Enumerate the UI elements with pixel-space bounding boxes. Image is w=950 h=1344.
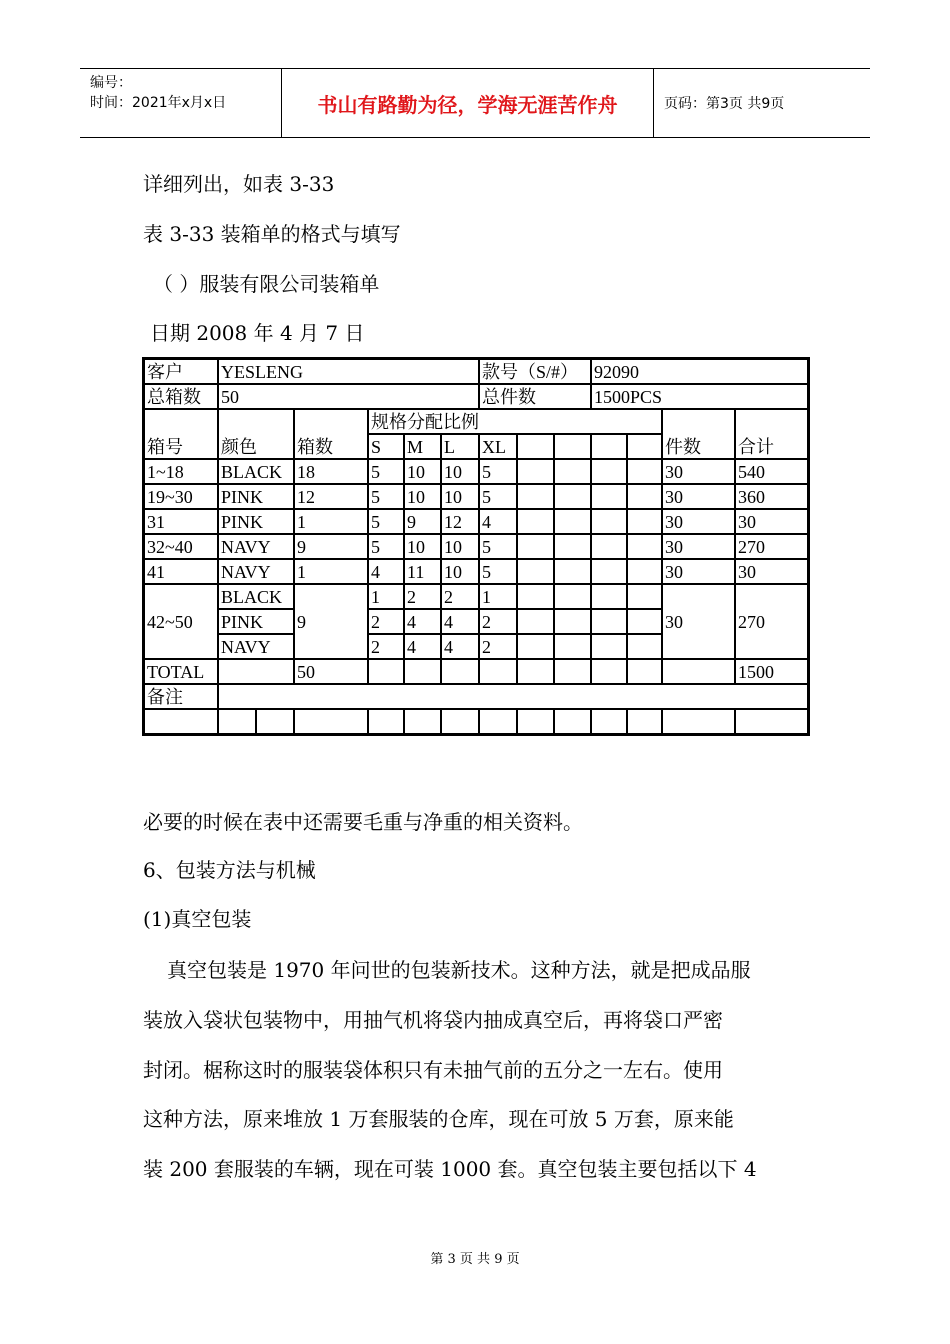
cell-total: 30: [735, 559, 808, 584]
packing-list-table: [142, 357, 810, 736]
empty-cell: [441, 709, 479, 734]
empty-cell: [554, 634, 591, 659]
empty-cell: [591, 559, 627, 584]
cell-boxes: 9: [294, 584, 368, 659]
table-caption: 表 3-33 装箱单的格式与填写: [143, 222, 401, 246]
cell-boxes: 12: [294, 484, 368, 509]
empty-cell: [517, 634, 554, 659]
cell-pieces: 30: [662, 584, 735, 659]
cell-s: 1: [368, 584, 404, 609]
empty-cell: [554, 659, 591, 684]
col-color: 颜色: [218, 409, 294, 459]
empty-cell: [627, 484, 662, 509]
cell-s: 5: [368, 509, 404, 534]
size-xl: XL: [479, 434, 517, 459]
body-paragraph: 装 200 套服装的车辆，现在可装 1000 套。真空包装主要包括以下 4: [143, 1157, 757, 1181]
cell-box: 42~50: [144, 584, 218, 659]
style-value: 92090: [591, 359, 808, 384]
col-pieces: 件数: [662, 409, 735, 459]
cell-pieces: 30: [662, 509, 735, 534]
cell-total: 30: [735, 509, 808, 534]
total-boxes-value: 50: [218, 384, 479, 409]
empty-cell: [591, 709, 627, 734]
cell-color: PINK: [218, 609, 294, 634]
cell-s: 2: [368, 634, 404, 659]
empty-cell: [368, 659, 404, 684]
cell-xl: 1: [479, 584, 517, 609]
cell-boxes: 1: [294, 559, 368, 584]
cell-xl: 2: [479, 634, 517, 659]
body-paragraph: 真空包装是 1970 年问世的包装新技术。这种方法，就是把成品服: [167, 958, 751, 982]
empty-cell: [517, 459, 554, 484]
empty-cell: [591, 534, 627, 559]
cell-m: 10: [404, 534, 441, 559]
cell-l: 10: [441, 484, 479, 509]
cell-pieces: 30: [662, 484, 735, 509]
empty-cell: [627, 634, 662, 659]
empty-cell: [662, 709, 735, 734]
col-box-no: 箱号: [144, 409, 218, 459]
blank-row: [144, 709, 808, 734]
empty-cell: [591, 459, 627, 484]
empty-cell: [517, 509, 554, 534]
empty-cell: [627, 509, 662, 534]
cell-xl: 5: [479, 459, 517, 484]
cell-xl: 4: [479, 509, 517, 534]
empty-cell: [517, 609, 554, 634]
cell-l: 12: [441, 509, 479, 534]
size-s: S: [368, 434, 404, 459]
table-row: [144, 484, 808, 509]
style-label: 款号（S/#）: [479, 359, 591, 384]
empty-cell: [627, 584, 662, 609]
empty-cell: [554, 509, 591, 534]
total-label: TOTAL: [144, 659, 218, 684]
empty-cell: [627, 659, 662, 684]
empty-cell: [517, 709, 554, 734]
empty-cell: [554, 584, 591, 609]
cell-box: 19~30: [144, 484, 218, 509]
number-label: 编号：: [90, 75, 132, 91]
page-footer: 第 3 页 共 9 页: [430, 1252, 520, 1267]
empty-cell: [517, 534, 554, 559]
header-page-label: 页码：第3页 共9页: [664, 96, 785, 112]
total-boxes: 50: [294, 659, 368, 684]
cell-boxes: 1: [294, 509, 368, 534]
cell-boxes: 18: [294, 459, 368, 484]
empty-cell: [517, 484, 554, 509]
cell-s: 2: [368, 609, 404, 634]
cell-color: NAVY: [218, 559, 294, 584]
empty-cell: [554, 434, 591, 459]
cell-l: 10: [441, 459, 479, 484]
body-paragraph: 封闭。椐称这时的服装袋体积只有未抽气前的五分之一左右。使用: [143, 1058, 723, 1082]
cell-color: BLACK: [218, 584, 294, 609]
empty-cell: [591, 609, 627, 634]
empty-cell: [627, 709, 662, 734]
empty-cell: [554, 559, 591, 584]
empty-cell: [627, 559, 662, 584]
cell-pieces: 30: [662, 459, 735, 484]
empty-cell: [256, 709, 294, 734]
total-boxes-label: 总箱数: [144, 384, 218, 409]
cell-box: 1~18: [144, 459, 218, 484]
header-meta: [80, 69, 282, 137]
table-row: [144, 559, 808, 584]
empty-cell: [218, 659, 294, 684]
empty-cell: [294, 709, 368, 734]
cell-s: 4: [368, 559, 404, 584]
cell-boxes: 9: [294, 534, 368, 559]
subsection-heading: (1)真空包装: [143, 907, 252, 931]
total-row: [144, 659, 808, 684]
company-title: （ ）服装有限公司装箱单: [153, 272, 380, 296]
empty-cell: [368, 709, 404, 734]
empty-cell: [591, 659, 627, 684]
cell-xl: 2: [479, 609, 517, 634]
empty-cell: [627, 459, 662, 484]
cell-total: 540: [735, 459, 808, 484]
empty-cell: [591, 634, 627, 659]
cell-s: 5: [368, 534, 404, 559]
empty-cell: [554, 709, 591, 734]
table-row: [144, 459, 808, 484]
total-pieces-label: 总件数: [479, 384, 591, 409]
empty-cell: [591, 509, 627, 534]
remark-value: [218, 684, 808, 709]
table-row: [144, 509, 808, 534]
cell-l: 10: [441, 559, 479, 584]
empty-cell: [218, 709, 256, 734]
empty-cell: [517, 584, 554, 609]
cell-l: 4: [441, 609, 479, 634]
empty-cell: [627, 434, 662, 459]
empty-cell: [554, 484, 591, 509]
table-row: [144, 584, 808, 609]
size-l: L: [441, 434, 479, 459]
empty-cell: [144, 709, 218, 734]
total-pieces-value: 1500PCS: [591, 384, 808, 409]
customer-label: 客户: [144, 359, 218, 384]
cell-pieces: 30: [662, 559, 735, 584]
cell-s: 5: [368, 484, 404, 509]
cell-m: 11: [404, 559, 441, 584]
cell-m: 2: [404, 584, 441, 609]
cell-color: NAVY: [218, 534, 294, 559]
empty-cell: [441, 659, 479, 684]
cell-m: 10: [404, 484, 441, 509]
empty-cell: [479, 709, 517, 734]
size-m: M: [404, 434, 441, 459]
header-motto: 书山有路勤为径，学海无涯苦作舟: [282, 69, 654, 137]
empty-cell: [591, 484, 627, 509]
empty-cell: [627, 534, 662, 559]
empty-cell: [517, 659, 554, 684]
empty-cell: [479, 659, 517, 684]
empty-cell: [517, 434, 554, 459]
empty-cell: [627, 609, 662, 634]
cell-pieces: 30: [662, 534, 735, 559]
cell-xl: 5: [479, 534, 517, 559]
empty-cell: [735, 709, 808, 734]
date-line: 日期 2008 年 4 月 7 日: [150, 321, 365, 345]
cell-box: 41: [144, 559, 218, 584]
empty-cell: [662, 659, 735, 684]
cell-m: 10: [404, 459, 441, 484]
body-paragraph: 装放入袋状包装物中，用抽气机将袋内抽成真空后，再将袋口严密: [143, 1008, 723, 1032]
section-heading: 6、包装方法与机械: [143, 858, 316, 882]
empty-cell: [404, 659, 441, 684]
body-paragraph: 这种方法，原来堆放 1 万套服装的仓库，现在可放 5 万套，原来能: [143, 1107, 734, 1131]
customer-value: YESLENG: [218, 359, 479, 384]
col-ratio: 规格分配比例: [368, 409, 662, 434]
cell-l: 10: [441, 534, 479, 559]
cell-color: BLACK: [218, 459, 294, 484]
cell-total: 360: [735, 484, 808, 509]
cell-m: 4: [404, 609, 441, 634]
empty-cell: [554, 609, 591, 634]
cell-xl: 5: [479, 484, 517, 509]
page-header: [80, 68, 870, 138]
intro-line: 详细列出，如表 3-33: [143, 172, 335, 196]
empty-cell: [554, 459, 591, 484]
col-boxes: 箱数: [294, 409, 368, 459]
remark-row: [144, 684, 808, 709]
cell-s: 5: [368, 459, 404, 484]
cell-m: 9: [404, 509, 441, 534]
cell-color: PINK: [218, 509, 294, 534]
empty-cell: [591, 434, 627, 459]
cell-total: 270: [735, 584, 808, 659]
cell-l: 2: [441, 584, 479, 609]
time-label: 时间：2021年x月x日: [90, 95, 227, 111]
cell-l: 4: [441, 634, 479, 659]
cell-box: 31: [144, 509, 218, 534]
cell-m: 4: [404, 634, 441, 659]
body-paragraph: 必要的时候在表中还需要毛重与净重的相关资料。: [143, 810, 583, 834]
grand-total: 1500: [735, 659, 808, 684]
empty-cell: [554, 534, 591, 559]
empty-cell: [517, 559, 554, 584]
cell-color: PINK: [218, 484, 294, 509]
empty-cell: [591, 584, 627, 609]
cell-color: NAVY: [218, 634, 294, 659]
cell-xl: 5: [479, 559, 517, 584]
table-row: [144, 534, 808, 559]
cell-box: 32~40: [144, 534, 218, 559]
empty-cell: [404, 709, 441, 734]
remark-label: 备注: [144, 684, 218, 709]
col-total: 合计: [735, 409, 808, 459]
cell-total: 270: [735, 534, 808, 559]
